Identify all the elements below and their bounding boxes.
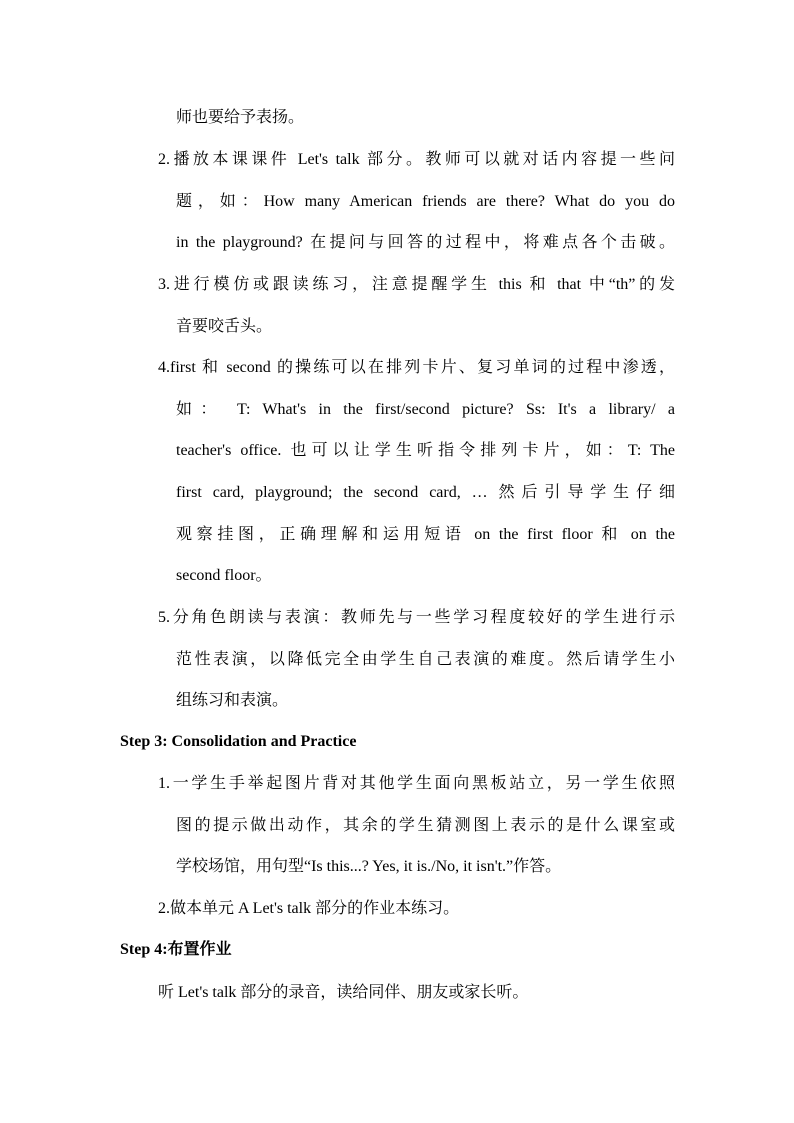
text-line: 3.进行模仿或跟读练习，注意提醒学生 this 和 that 中“th”的发 <box>158 276 675 293</box>
text-line: 2.做本单元 A Let's talk 部分的作业本练习。 <box>158 900 460 917</box>
text-line: 范性表演，以降低完全由学生自己表演的难度。然后请学生小 <box>176 651 675 668</box>
section-heading: Step 3: Consolidation and Practice <box>120 733 357 750</box>
text-line: 5.分角色朗读与表演：教师先与一些学习程度较好的学生进行示 <box>158 609 675 626</box>
text-line: 组练习和表演。 <box>176 692 289 709</box>
text-line: 4.first 和 second 的操练可以在排列卡片、复习单词的过程中渗透， <box>158 359 675 376</box>
text-line: 图的提示做出动作，其余的学生猜测图上表示的是什么课室或 <box>176 817 675 834</box>
text-line: first card, playground; the second card, … 然后引导学生仔细 <box>176 484 675 501</box>
text-line: 2.播放本课课件 Let's talk 部分。教师可以就对话内容提一些问 <box>158 151 675 168</box>
text-line: 如： T: What's in the first/second picture? Ss: It's a library/ a <box>176 401 675 418</box>
text-line: 师也要给予表扬。 <box>176 109 305 126</box>
text-line: teacher's office. 也可以让学生听指令排列卡片，如：T: The <box>176 442 675 459</box>
text-line: 1.一学生手举起图片背对其他学生面向黑板站立，另一学生依照 <box>158 775 675 792</box>
text-line: in the playground? 在提问与回答的过程中，将难点各个击破。 <box>176 234 675 251</box>
text-line: 观察挂图，正确理解和运用短语 on the first floor 和 on the <box>176 526 675 543</box>
text-line: second floor。 <box>176 567 272 584</box>
section-heading: Step 4:布置作业 <box>120 941 232 958</box>
text-line: 题，如：How many American friends are there? What do you do <box>176 193 675 210</box>
text-line: 学校场馆，用句型“Is this...? Yes, it is./No, it isn't.”作答。 <box>176 858 562 875</box>
text-line: 听 Let's talk 部分的录音，读给同伴、朋友或家长听。 <box>158 984 529 1001</box>
text-line: 音要咬舌头。 <box>176 318 273 335</box>
